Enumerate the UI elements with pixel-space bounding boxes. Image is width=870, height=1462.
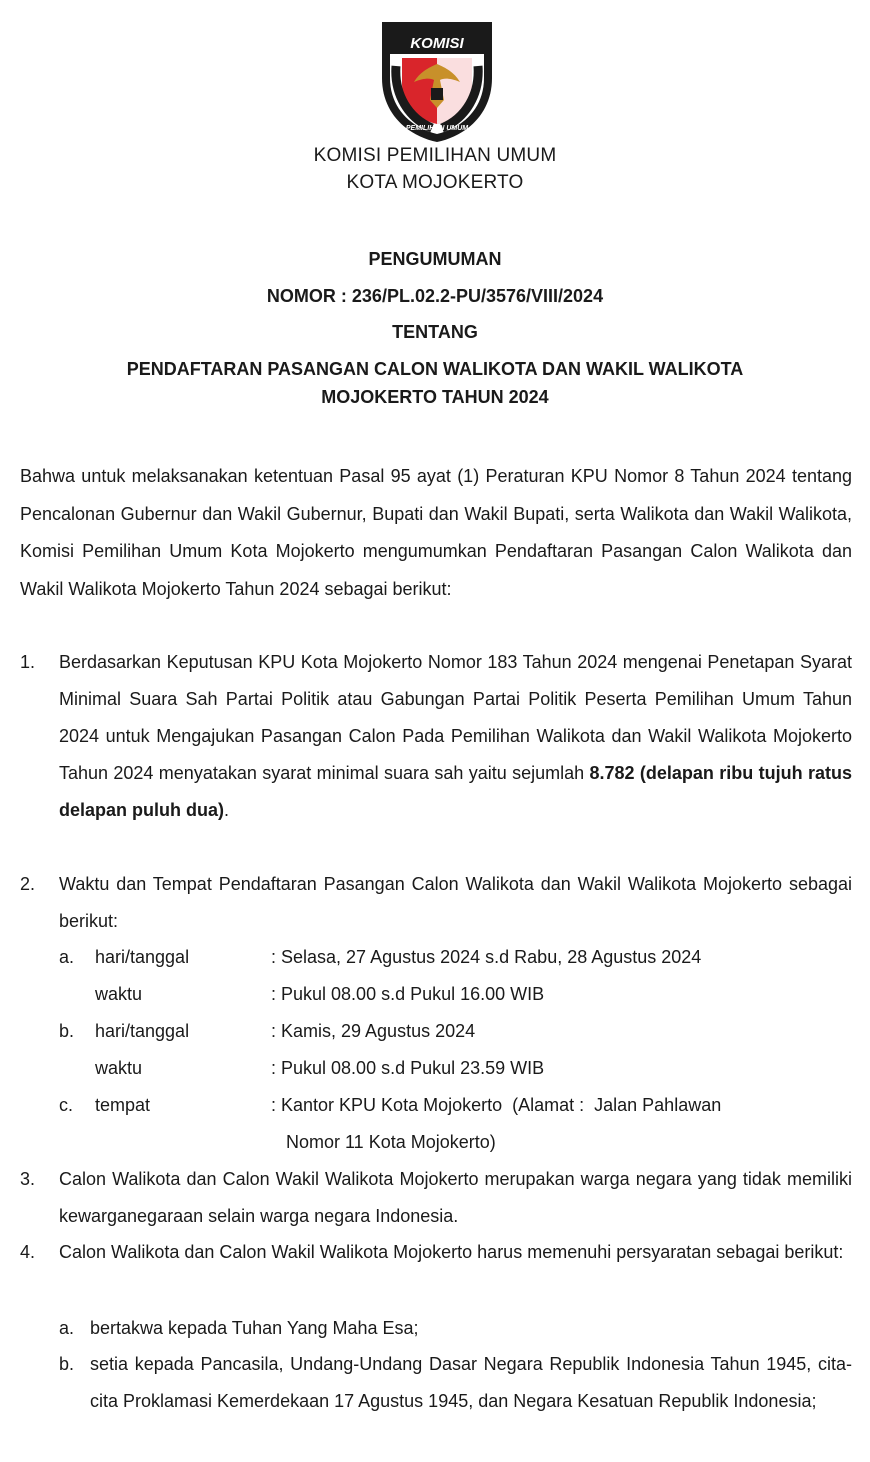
- svg-text:PEMILIHAN UMUM: PEMILIHAN UMUM: [405, 125, 469, 132]
- item-2c-value-cont: Nomor 11 Kota Mojokerto): [286, 1132, 496, 1152]
- doc-subject-line1: PENDAFTARAN PASANGAN CALON WALIKOTA DAN WAKIL WALIKOTA: [126, 359, 744, 379]
- item-2b-time-value: : Pukul 08.00 s.d Pukul 23.59 WIB: [271, 1058, 545, 1078]
- item-2c-value: : Kantor KPU Kota Mojokerto (Alamat : Jalan Pahlawan: [271, 1095, 722, 1115]
- item-4b-text: setia kepada Pancasila, Undang-Undang Dasar Negara Republik Indonesia Tahun 1945, cita-cita Proklamasi Kemerdekaan 17 Agustus 1945, dan Negara Kesatuan Republik Indonesia;: [90, 1354, 852, 1411]
- item-1-bold-amount: 8.782 (delapan ribu tujuh ratus delapan puluh dua): [59, 763, 852, 820]
- org-name-line1: KOMISI PEMILIHAN UMUM: [313, 145, 557, 166]
- item-2-text: Waktu dan Tempat Pendaftaran Pasangan Calon Walikota dan Wakil Walikota Mojokerto sebagai berikut:: [59, 874, 852, 931]
- kpu-logo: [374, 14, 500, 144]
- item-2c-key: tempat: [95, 1095, 151, 1115]
- item-1-number: 1.: [20, 652, 36, 672]
- doc-about-label: TENTANG: [392, 322, 478, 342]
- item-4a-letter: a.: [59, 1318, 75, 1338]
- doc-title: PENGUMUMAN: [368, 249, 502, 269]
- item-2a-letter: a.: [59, 947, 75, 967]
- intro-paragraph: Bahwa untuk melaksanakan ketentuan Pasal 95 ayat (1) Peraturan KPU Nomor 8 Tahun 2024 tentang Pencalonan Gubernur dan Wakil Gubernur, Bupati dan Wakil Bupati, serta Walikota dan Wakil Walikota, Komisi Pemilihan Umum Kota Mojokerto mengumumkan Pendaftaran Pasangan Calon Walikota dan Wakil Walikota Mojokerto Tahun 2024 sebagai berikut:: [20, 466, 852, 599]
- item-2a-time-key: waktu: [95, 984, 143, 1004]
- doc-subject-line2: MOJOKERTO TAHUN 2024: [321, 387, 549, 407]
- item-3-text: Calon Walikota dan Calon Wakil Walikota Mojokerto merupakan warga negara yang tidak memiliki kewarganegaraan selain warga negara Indonesia.: [59, 1169, 852, 1226]
- item-1-body: Berdasarkan Keputusan KPU Kota Mojokerto Nomor 183 Tahun 2024 mengenai Penetapan Syarat Minimal Suara Sah Partai Politik atau Gabungan Partai Politik Peserta Pemilihan Umum Tahun 2024 untuk Mengajukan Pasangan Calon Pada Pemilihan Walikota dan Wakil Walikota Mojokerto Tahun 2024 menyatakan syarat minimal suara sah yaitu sejumlah: [59, 652, 852, 783]
- item-2b-value: : Kamis, 29 Agustus 2024: [271, 1021, 476, 1041]
- item-2b-letter: b.: [59, 1021, 75, 1041]
- doc-number: NOMOR : 236/PL.02.2-PU/3576/VIII/2024: [266, 286, 604, 306]
- item-4a-text: bertakwa kepada Tuhan Yang Maha Esa;: [90, 1318, 419, 1338]
- item-4-text: Calon Walikota dan Calon Wakil Walikota Mojokerto harus memenuhi persyaratan sebagai berikut:: [59, 1242, 844, 1262]
- item-4b-letter: b.: [59, 1354, 75, 1374]
- item-4-number: 4.: [20, 1242, 36, 1262]
- item-2-number: 2.: [20, 874, 36, 894]
- item-2a-time-value: : Pukul 08.00 s.d Pukul 16.00 WIB: [271, 984, 545, 1004]
- item-2b-time-key: waktu: [95, 1058, 143, 1078]
- item-2a-key: hari/tanggal: [95, 947, 190, 967]
- org-name-line2: KOTA MOJOKERTO: [346, 172, 524, 193]
- item-1-text: [59, 644, 852, 829]
- item-2b-key: hari/tanggal: [95, 1021, 190, 1041]
- item-2a-value: : Selasa, 27 Agustus 2024 s.d Rabu, 28 Agustus 2024: [271, 947, 702, 967]
- svg-text:KOMISI: KOMISI: [410, 35, 464, 52]
- item-2c-letter: c.: [59, 1095, 74, 1115]
- item-3-number: 3.: [20, 1169, 36, 1189]
- item-1-tail: .: [224, 800, 230, 820]
